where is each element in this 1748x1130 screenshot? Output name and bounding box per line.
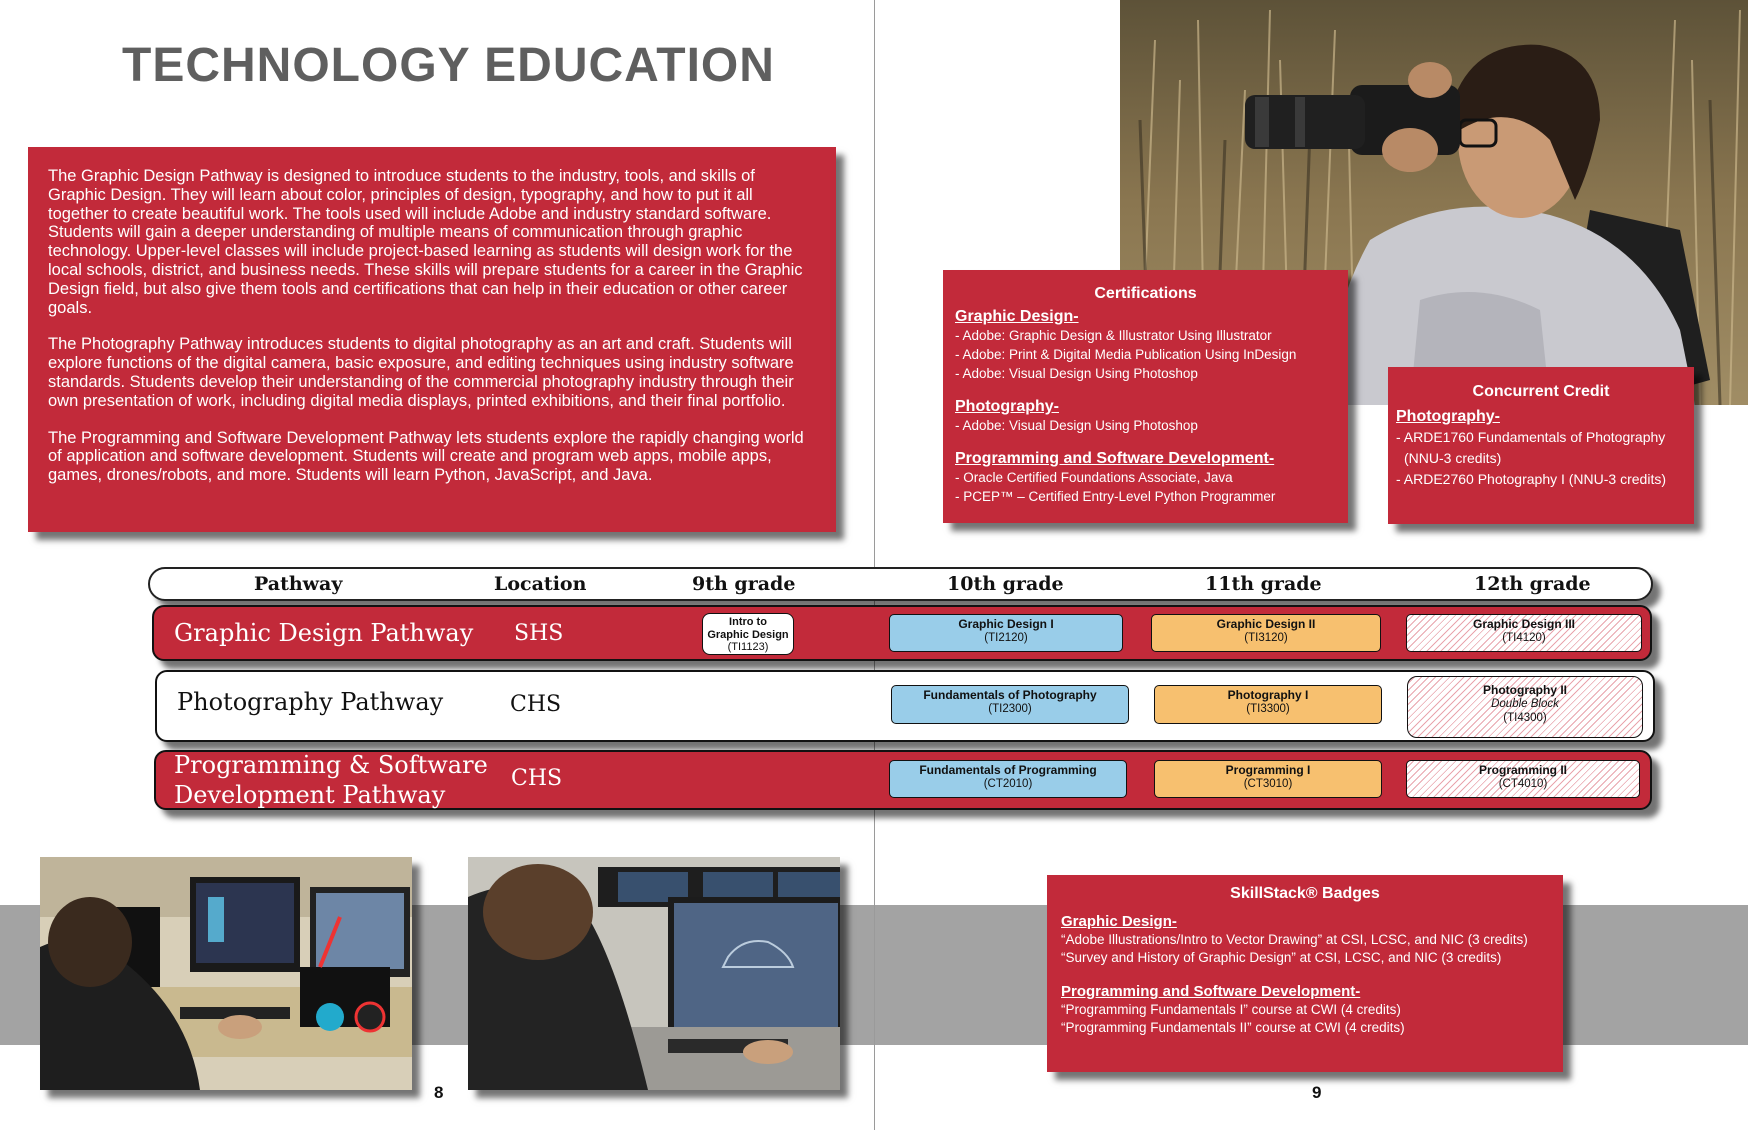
course-graphic-design-2: Graphic Design II (TI3120) [1151,614,1381,652]
badges-title: SkillStack® Badges [1230,885,1380,902]
course-programming-1: Programming I (CT3010) [1154,760,1382,798]
pathway-name: Graphic Design Pathway [174,619,474,647]
pathway-table-header [148,567,1653,601]
header-location: Location [494,573,587,595]
pathway-name: Programming & Software Development Pathway [174,751,488,809]
header-9th-grade: 9th grade [692,573,796,595]
course-photography-2: Photography II Double Block (TI4300) [1407,676,1643,738]
page-spine [874,0,875,1130]
badge-item: “Adobe Illustrations/Intro to Vector Drawing” at CSI, LCSC, and NIC (3 credits) [1061,932,1528,947]
student-robot-photo [40,857,412,1090]
pathway-row-photography [155,670,1655,742]
student-computer-photo [468,857,840,1090]
pathway-name: Photography Pathway [177,688,444,716]
cert-item: - PCEP™ – Certified Entry-Level Python Programmer [955,489,1276,504]
cert-graphic-design-heading: Graphic Design- [955,308,1079,325]
course-graphic-design-1: Graphic Design I (TI2120) [889,614,1123,652]
header-10th-grade: 10th grade [947,573,1064,595]
intro-box [28,147,836,532]
header-12th-grade: 12th grade [1474,573,1591,595]
badge-item: “Programming Fundamentals II” course at CWI (4 credits) [1061,1020,1405,1035]
concurrent-credit-title: Concurrent Credit [1472,383,1610,400]
course-programming-2: Programming II (CT4010) [1406,760,1640,798]
certifications-box [943,270,1348,523]
cert-programming-heading: Programming and Software Development- [955,450,1275,467]
intro-photography: The Photography Pathway introduces students to digital photography as an art and craft. Students will explore functions of the digital camera, basic exposure, and editing techniques using industry software standards. Students develop their understanding of the commercial photography industry through their own presentation of work, including digital media displays, printed exhibitions, and their final portfolio. [48,335,794,410]
badge-item: “Survey and History of Graphic Design” at CSI, LCSC, and NIC (3 credits) [1061,950,1502,965]
cert-item: - Adobe: Print & Digital Media Publication Using InDesign [955,347,1297,362]
course-photography-1: Photography I (TI3300) [1154,685,1382,724]
concurrent-item: (NNU-3 credits) [1404,450,1502,466]
pathway-location: CHS [511,766,563,791]
badge-item: “Programming Fundamentals I” course at CWI (4 credits) [1061,1002,1401,1017]
concurrent-item: - ARDE2760 Photography I (NNU-3 credits) [1396,471,1666,487]
course-graphic-design-3: Graphic Design III (TI4120) [1406,614,1642,652]
page-number-right: 9 [1312,1083,1322,1102]
cert-item: - Adobe: Graphic Design & Illustrator Using Illustrator [955,328,1272,343]
page-title: TECHNOLOGY EDUCATION [122,39,775,92]
cert-photography-heading: Photography- [955,398,1059,415]
pathway-location: SHS [514,621,564,646]
intro-programming: The Programming and Software Development Pathway lets students explore the rapidly changing world of application and software development. Students will create and program web apps, mobile apps, games, drones/robots, and more. Students will learn Python, JavaScript, and Java. [48,428,804,485]
pathway-row-graphic-design [152,605,1652,661]
cert-item: - Oracle Certified Foundations Associate, Java [955,470,1233,485]
intro-graphic-design: The Graphic Design Pathway is designed to introduce students to the industry, tools, and skills of Graphic Design. They will learn about color, principles of design, typography, and how to put it all together to create beautiful work. The tools used will include Adobe and industry standard software. Students will gain a deeper understanding of multiple means of communication through graphic technology. Upper-level classes will include project-based learning as students will design work for the local schools, district, and business needs. These skills will prepare students for a career in the Graphic Design field, but also give them tools and certifications that can help in their education or other career goals. [48,167,803,317]
badges-graphic-design-heading: Graphic Design- [1061,913,1177,930]
concurrent-item: - ARDE1760 Fundamentals of Photography [1396,429,1666,445]
header-pathway: Pathway [254,573,343,595]
header-11th-grade: 11th grade [1205,573,1322,595]
concurrent-photography-heading: Photography- [1396,408,1500,425]
course-fundamentals-of-photography: Fundamentals of Photography (TI2300) [891,685,1129,724]
page-number-left: 8 [434,1083,444,1102]
course-fundamentals-of-programming: Fundamentals of Programming (CT2010) [889,760,1127,798]
cert-item: - Adobe: Visual Design Using Photoshop [955,418,1198,433]
pathway-row-programming [154,750,1652,810]
certifications-title: Certifications [1094,285,1197,302]
badges-programming-heading: Programming and Software Development- [1061,983,1361,1000]
cert-item: - Adobe: Visual Design Using Photoshop [955,366,1198,381]
course-intro-graphic-design: Intro to Graphic Design (TI1123) [702,613,794,655]
pathway-location: CHS [510,692,562,717]
skillstack-badges-box [1047,875,1563,1072]
concurrent-credit-box [1388,367,1694,524]
